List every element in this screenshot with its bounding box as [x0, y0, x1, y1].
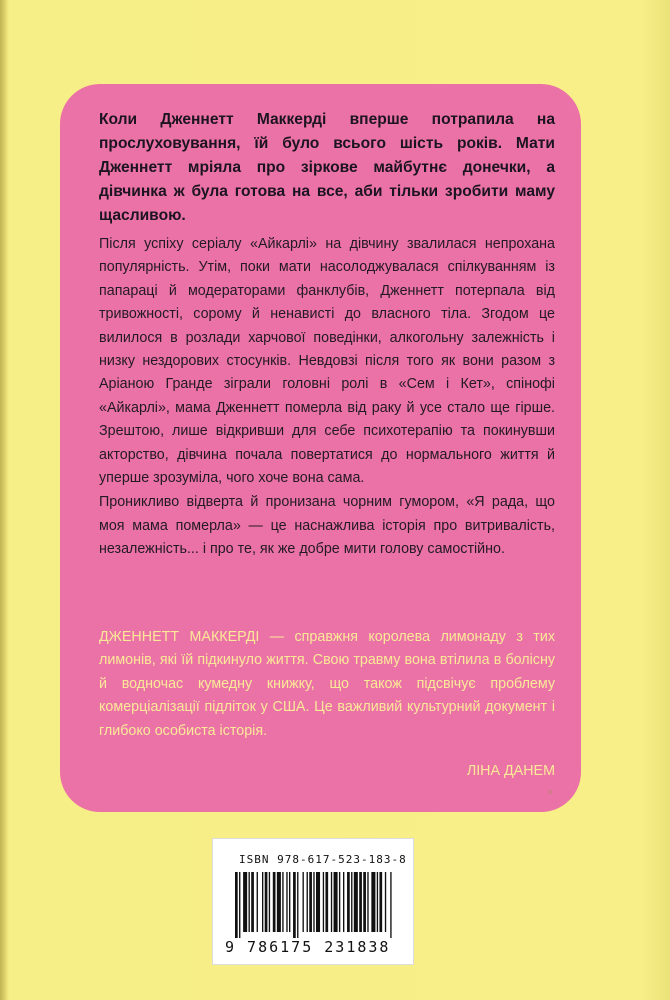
barcode-bar — [325, 872, 328, 932]
synopsis-paragraph-2: Проникливо відверта й пронизана чорним гумором, «Я рада, що моя мама померла» — це наснажлива історія про витривалість, незалежність... і про те, як же добре мити голову самостійно. — [99, 494, 555, 558]
barcode-bar — [307, 872, 308, 932]
barcode-bar — [269, 872, 270, 932]
barcode-bar — [359, 872, 362, 932]
barcode-bar — [354, 872, 358, 932]
spine-shadow — [0, 0, 8, 1000]
barcode-bar — [339, 872, 340, 932]
barcode-bar — [286, 872, 287, 932]
barcode-bar — [309, 872, 312, 932]
isbn-text: ISBN 978-617-523-183-8 — [239, 853, 407, 866]
barcode-bar — [313, 872, 314, 932]
synopsis — [99, 233, 555, 562]
barcode-bar — [303, 872, 304, 932]
barcode-bars — [235, 872, 395, 938]
barcode-bar — [367, 872, 368, 932]
barcode-bar — [390, 872, 391, 938]
barcode-bar — [363, 872, 366, 932]
barcode-bar — [282, 872, 283, 932]
barcode-bar — [323, 872, 324, 932]
barcode-label — [212, 838, 414, 965]
barcode-bar — [347, 872, 350, 932]
barcode-bar — [262, 872, 263, 932]
synopsis-paragraph-1: Після успіху серіалу «Айкарлі» на дівчину звалилася непрохана популярність. Утім, поки мати насолоджувалася спілкуванням із папараці й модераторами фанклубів, Дженнетт потерпала від тривожності, сорому й ненависті до власного тіла. Згодом це вилилося в розлади харчової поведінки, алкогольну залежність і низку нездорових стосунків. Невдовзі після того як вони разом з Аріаною Гранде зіграли головні ролі в «Сем і Кет», спінофі «Айкарлі», мама Дженнетт померла від раку й усе стало ще гірше. Зрештою, лише відкривши для себе психотерапію та покинувши акторство, дівчина почала повертатися до нормального життя й уперше зрозуміла, чого хоче вона сама. — [99, 236, 555, 487]
barcode-bar — [377, 872, 378, 932]
barcode-bar — [239, 872, 240, 938]
barcode-bar — [289, 872, 290, 932]
barcode-bar — [257, 872, 258, 932]
lead-paragraph: Коли Дженнетт Маккерді вперше потрапила на прослуховування, їй було всього шість років. Мати Дженнетт мріяла про зіркове майбутнє донечки, а дівчинка ж була готова на все, аби тільки зробити маму щасливою. — [99, 111, 555, 224]
barcode-bar — [265, 872, 268, 932]
barcode-bar — [277, 872, 281, 932]
dust-speck — [548, 790, 552, 794]
blurb-quote: ДЖЕННЕТТ МАККЕРДІ — справжня королева лимонаду з тих лимонів, які їй підкинуло життя. Свою травму вона втілила в болісну й водночас кумедну книжку, що також підсвічує проблему комерціалізації підліток у США. Це важливий культурний документ і глибоко особиста історія. — [99, 629, 555, 739]
barcode-bar — [293, 872, 296, 938]
barcode-bar — [243, 872, 247, 932]
barcode-bar — [331, 872, 332, 932]
blurb-author: ЛІНА ДАНЕМ — [466, 763, 555, 779]
barcode-bar — [351, 872, 352, 932]
barcode-bar — [371, 872, 375, 932]
barcode-bar — [385, 872, 386, 932]
barcode-bar — [235, 872, 238, 938]
barcode-bar — [334, 872, 338, 932]
barcode-bar — [343, 872, 344, 932]
barcode-bar — [249, 872, 250, 932]
barcode-bar — [316, 872, 320, 932]
barcode-bar — [297, 872, 298, 938]
barcode-bar — [379, 872, 382, 932]
barcode-bar — [273, 872, 276, 932]
barcode-bar — [251, 872, 254, 932]
ean-digits: 9 786175 231838 — [225, 938, 391, 956]
